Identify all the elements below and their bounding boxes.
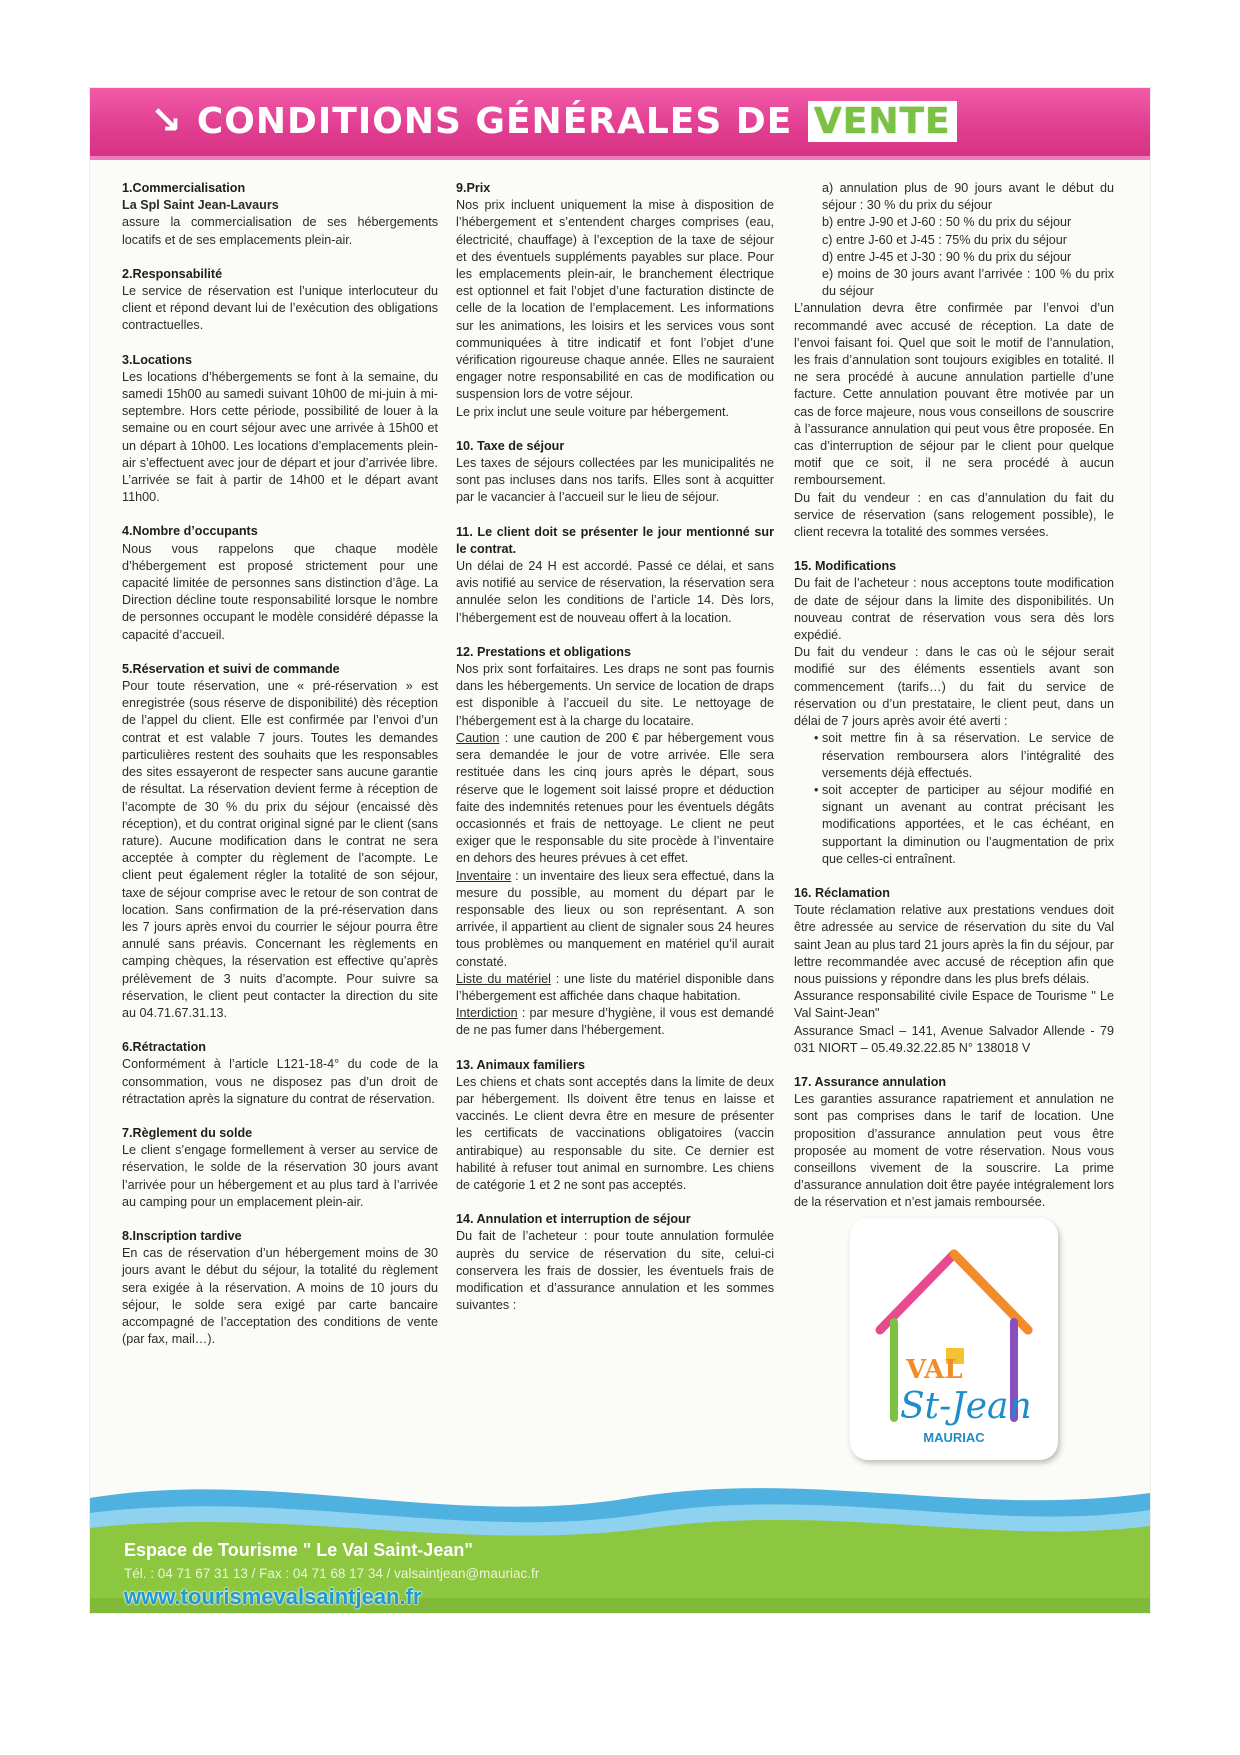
section-text: Un délai de 24 H est accordé. Passé ce délai, et sans avis notifié au service de réservation, la réservation sera annulée selon les conditions de l’article 14. Dès lors, l’hébergement est de nouveau offert à la location. [456,559,774,625]
section-commercialisation [122,180,438,249]
logo-word-mauriac: MAURIAC [923,1430,985,1445]
section-heading: 7.Règlement du solde [122,1125,253,1140]
footer [90,1458,1150,1613]
section-heading: 6.Rétractation [122,1040,206,1055]
footer-website-link[interactable]: www.tourismevalsaintjean.fr [124,1584,422,1609]
column-middle [456,180,774,1331]
section-heading: 17. Assurance annulation [794,1074,947,1089]
section-locations [122,352,438,507]
page-title [150,98,957,142]
materiel-text: : une liste du matériel disponible dans l’hébergement est affichée dans chaque habitation. [456,971,774,1003]
section-prestations [456,644,774,1040]
section-text: Le client s’engage formellement à verser au service de réservation, le solde de la réservation 30 jours avant l’arrivée pour un hébergement et au plus tard à l’arrivée au camping pour un emplacement plein-air. [122,1143,438,1209]
column-right [794,180,1114,1229]
section-subheading: La Spl Saint Jean-Lavaurs [122,198,279,213]
section-text: Du fait du vendeur : en cas d’annulation du fait du service de réservation (sans relogement possible), le client recevra la totalité des sommes versées. [794,490,1114,540]
section-annulation-intro [456,1211,774,1314]
interdiction-text: : par mesure d’hygiène, il vous est demandé de ne pas fumer dans l’hébergement. [456,1006,774,1038]
section-heading: 10. Taxe de séjour [456,438,565,453]
section-modifications [794,558,1114,868]
section-retractation [122,1039,438,1108]
val-saint-jean-logo [850,1218,1058,1460]
section-text: Du fait de l’acheteur : nous acceptons toute modification de date de séjour dans la limite des disponibilités. Un nouveau contrat de réservation vous sera dès lors expédié. [794,576,1114,643]
section-reglement-solde [122,1125,438,1211]
section-heading: 13. Animaux familiers [456,1057,586,1072]
footer-contact: Tél. : 04 71 67 31 13 / Fax : 04 71 68 17 34 / valsaintjean@mauriac.fr [124,1566,540,1581]
title-main: CONDITIONS GÉNÉRALES DE [196,101,793,142]
inventaire-text: : un inventaire des lieux sera effectué, dans la mesure du possible, au moment du départ par le responsable des lieux ou son représentant. A son arrivée, il appartient au client de signaler sous 24 heures tous problèmes ou manquement en matériel qu’il aurait constaté. [456,868,774,969]
materiel-paragraph [456,971,774,1005]
section-text: En cas de réservation d’un hébergement moins de 30 jours avant le début du séjour, la totalité du règlement sera exigée à la réservation. A moins de 10 jours du séjour, le solde sera exigé par carte bancaire accompagné de l’acceptation des conditions de vente (par fax, mail…). [122,1246,438,1347]
section-occupants [122,523,438,643]
section-text: Du fait de l’acheteur : pour toute annulation formulée auprès du service de réservation du site, celui-ci conservera les frais de dossier, les éventuels frais de modification et d’assurance annulation et les sommes suivantes : [456,1229,774,1313]
section-presentation [456,524,774,627]
section-annulation-continued [794,180,1114,541]
house-logo-icon [850,1218,1058,1460]
section-heading: 11. Le client doit se présenter le jour mentionné sur le contrat. [456,524,774,556]
logo-word-script: St-Jean [900,1386,1032,1427]
list-item: a) annulation plus de 90 jours avant le début du séjour : 30 % du prix du séjour [822,181,1114,213]
logo-word-val: VAL [906,1355,963,1385]
section-heading: 2.Responsabilité [122,266,223,281]
section-heading: 9.Prix [456,181,491,195]
section-responsabilite [122,266,438,335]
list-item: b) entre J-90 et J-60 : 50 % du prix du séjour [822,215,1072,230]
bullet-icon: • [814,782,819,797]
document-sheet [90,88,1150,1613]
section-reclamation [794,885,1114,1057]
interdiction-label: Interdiction [456,1006,518,1021]
section-heading: 5.Réservation et suivi de commande [122,661,340,676]
inventaire-label: Inventaire [456,868,512,883]
section-text: Les taxes de séjours collectées par les municipalités ne sont pas incluses dans nos tarifs. Elles sont à acquitter par le vacancier à l’accueil sur le lieu de séjour. [456,456,774,505]
section-prix [456,180,774,421]
list-item: e) moins de 30 jours avant l’arrivée : 100 % du prix du séjour [822,267,1114,299]
footer-title: Espace de Tourisme " Le Val Saint-Jean" [124,1540,473,1560]
section-text: Les locations d’hébergements se font à la semaine, du samedi 15h00 au samedi suivant 10h00 de mi-juin à mi-septembre. Hors cette période, possibilité de louer à la semaine ou en court séjour avec une arrivée à 15h00 et un départ à 10h00. Les locations d’emplacements plein-air s’effectuent avec jour de départ et jour d’arrivée libre. L’arrivée se fait à partir de 14h00 et le départ avant 11h00. [122,369,438,505]
section-text: Conformément à l’article L121-18-4° du code de la consommation, vous ne disposez pas d’un droit de rétractation après la signature du contrat de réservation. [122,1057,438,1106]
bullet-icon: • [814,731,819,746]
bullet-text: soit mettre fin à sa réservation. Le service de réservation remboursera alors l’intégralité des versements déjà effectués. [822,731,1114,780]
section-taxe-sejour [456,438,774,507]
section-text: Pour toute réservation, une « pré-réservation » est enregistrée (sous réserve de disponibilité) dès réception de l’appel du client. Elle est confirmée par l’envoi d’un contrat et est valable 7 jours. Toutes les demandes particulières restent des souhaits que les responsables des sites essayeront de respecter sans aucune garantie de résultat. La réservation devient ferme à réception de l’acompte de 30 % du prix du séjour (encaissé dès réception), et du contrat original signé par le client (sans rature). Aucune modification dans le contrat ne sera acceptée à compter du règlement de l’acompte. Le client peut également régler la totalité de son séjour, taxe de séjour comprise avec le retour de son contrat de location. Sans confirmation de la pré-réservation dans les 7 jours après envoi du courrier le séjour pourra être annulé sans préavis. Concernant les règlements en camping chèques, la réservation est effective qu’après prélèvement de 3 nuits d’acompte. Pour suivre sa réservation, le client peut contacter la direction du site au 04.71.67.31.13. [122,679,438,1020]
section-heading: 3.Locations [122,352,192,367]
interdiction-paragraph [456,1005,774,1039]
section-heading: 14. Annulation et interruption de séjour [456,1212,691,1227]
title-banner [90,88,1150,160]
section-text: Le service de réservation est l’unique interlocuteur du client et répond devant lui de l’exécution des obligations contractuelles. [122,284,438,333]
section-text: Les garanties assurance rapatriement et annulation ne sont pas comprises dans le tarif de location. Une proposition d’assurance annulation peut vous être proposée au moment de votre réservation. Nous vous conseillons vivement de la souscrire. La prime d’assurance annulation doit être payée intégralement lors de la réservation et n’est jamais remboursée. [794,1092,1114,1210]
section-inscription-tardive [122,1228,438,1348]
section-text: Assurance responsabilité civile Espace de Tourisme " Le Val Saint-Jean" [794,989,1114,1021]
section-text: L’annulation devra être confirmée par l’envoi d’un recommandé avec accusé de réception. La date de l’envoi faisant foi. Quel que soit le motif de l’annulation, les frais d’annulation sont toujours exigibles en totalité. Il ne sera procédé à aucune annulation partielle d’une facture. Cette annulation pouvant être motivée par un cas de force majeure, nous vous conseillons de souscrire à l’assurance annulation qui peut vous être proposée. En cas d’interruption de séjour par le client pour quelque motif que ce soit, il ne sera procédé à aucun remboursement. [794,301,1114,488]
caution-paragraph [456,730,774,868]
section-text: Assurance Smacl – 141, Avenue Salvador Allende - 79 031 NIORT – 05.49.32.22.85 N° 138018 V [794,1023,1114,1055]
arrow-icon: ↘ [150,98,183,142]
title-accent: VENTE [808,101,957,142]
section-heading: 12. Prestations et obligations [456,644,631,659]
bullet-item [814,782,1114,868]
section-text: Nous vous rappelons que chaque modèle d’hébergement est proposé strictement pour une capacité limitée de personnes sans distinction d’âge. La Direction décline toute responsabilité lorsque le nombre de personnes occupant le modèle considéré dépasse la capacité d’accueil. [122,541,438,642]
section-text: Du fait du vendeur : dans le cas où le séjour serait modifié sur des éléments essentiels avant son commencement (tarifs…) du fait du service de réservation ou d’un prestataire, le client peut, dans un délai de 7 jours après avoir été averti : [794,645,1114,729]
section-text: Le prix inclut une seule voiture par hébergement. [456,404,730,419]
bullet-item [814,730,1114,782]
section-text: Les chiens et chats sont acceptés dans la limite de deux par hébergement. Ils doivent être tenus en laisse et vaccinés. Le client devra être en mesure de présenter les certificats de vaccinations obligatoires (vaccin antirabique) au responsable du site. Ce dernier est habilité à refuser tout animal en surnombre. Les chiens de catégorie 1 et 2 ne sont pas acceptés. [456,1074,774,1192]
section-text: assure la commercialisation de ses hébergements locatifs et de ses emplacements plein-air. [122,215,438,247]
section-heading: 15. Modifications [794,559,897,574]
caution-label: Caution [456,730,500,745]
section-text: Nos prix sont forfaitaires. Les draps ne sont pas fournis dans les hébergements. Un service de location de draps est disponible à l’accueil du site. Le nettoyage de l’hébergement est à la charge du locataire. [456,662,774,728]
bullet-text: soit accepter de participer au séjour modifié en signant un avenant au contrat précisant les modifications apportées, et le cas échéant, en supportant la diminution ou l’augmentation de prix que celles-ci entraînent. [822,782,1114,866]
materiel-label: Liste du matériel [456,971,551,986]
list-item: d) entre J-45 et J-30 : 90 % du prix du séjour [822,249,1072,264]
inventaire-paragraph [456,868,774,971]
section-text: Nos prix incluent uniquement la mise à disposition de l’hébergement et s’entendent charges comprises (eau, électricité, chauffage) à l’exception de la taxe de séjour et des éventuels suppléments payables sur place. Pour les emplacements plein-air, le branchement électrique est optionnel et fait l’objet d’une facturation distincte de celle de la location de l’emplacement. Les informations sur les animations, les loisirs et les services vous sont communiquées à titre indicatif et font l’objet d’une vérification rigoureuse chaque année. Elles ne sauraient engager notre responsabilité en cas de modification ou suspension lors de votre séjour. [456,198,774,402]
section-animaux [456,1057,774,1195]
column-left [122,180,438,1365]
section-reservation [122,661,438,1022]
section-text: Toute réclamation relative aux prestations vendues doit être adressée au service de réservation du site du Val saint Jean au plus tard 21 jours après la fin du séjour, par lettre recommandée avec accusé de réception afin que nous puissions y répondre dans les plus brefs délais. [794,903,1114,986]
section-heading: 4.Nombre d’occupants [122,524,258,539]
section-heading: 16. Réclamation [794,885,890,900]
list-item: c) entre J-60 et J-45 : 75% du prix du séjour [822,232,1068,247]
section-heading: 1.Commercialisation [122,181,246,195]
section-assurance-annulation [794,1074,1114,1212]
caution-text: : une caution de 200 € par hébergement vous sera demandée le jour de votre arrivée. Elle sera restituée dans les cinq jours après le départ, sous réserve que le logement soit laissé propre et déduction faite des indemnités retenues pour les éventuels dégâts occasionnés et frais de nettoyage. Le client ne peut exiger que le responsable du site procède à l’inventaire en dehors des heures prévues à cet effet. [456,730,774,866]
section-heading: 8.Inscription tardive [122,1228,242,1243]
